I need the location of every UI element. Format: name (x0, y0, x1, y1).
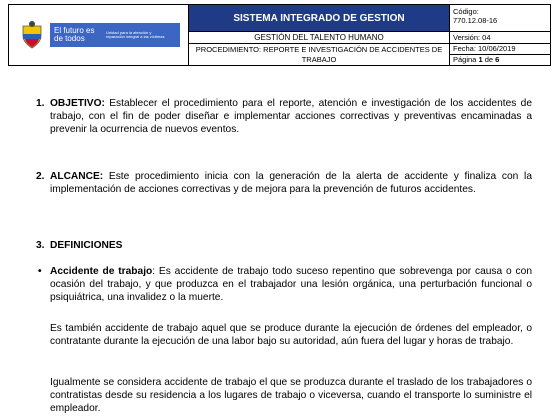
definition-accidente-trabajo (36, 265, 532, 305)
page-cell (450, 54, 550, 65)
page-total: 6 (495, 55, 500, 64)
version-cell: Versión: 04 (450, 31, 550, 43)
system-title: SISTEMA INTEGRADO DE GESTION (189, 5, 450, 31)
paragraph-text: Igualmente se considera accidente de trabajo el que se produzca durante el traslado de los trabajadores o contratistas desde su residencia a los lugares de trabajo o viceversa, cuando el transporte lo suministre el empleador. (50, 377, 532, 415)
section-number: 3. (36, 240, 45, 251)
institution-logo (50, 23, 180, 47)
section-text (50, 170, 532, 196)
code-cell (450, 5, 550, 31)
area-title: GESTIÓN DEL TALENTO HUMANO (189, 31, 450, 43)
code-label: Código: (453, 7, 479, 16)
section-text (50, 97, 532, 137)
section-title: OBJETIVO: (50, 98, 105, 109)
section-body: Este procedimiento inicia con la generación de la alerta de accidente y finaliza con la implementación de acciones correctivas y de mejora para la prevención de futuros accidentes. (50, 171, 532, 196)
definition-text (50, 265, 532, 305)
logo-main-text: El futuro es de todos (54, 26, 95, 43)
section-definiciones (36, 239, 532, 252)
section-number: 2. (36, 171, 45, 182)
page-current: 1 (478, 55, 483, 64)
section-objetivo (36, 97, 532, 137)
bullet-icon: • (38, 266, 42, 277)
logo-sub-text: Unidad para la atención y reparación integral a las víctimas (106, 29, 165, 39)
section-title: ALCANCE: (50, 171, 104, 182)
section-alcance (36, 170, 532, 196)
date-cell: Fecha: 10/06/2019 (450, 43, 550, 54)
code-value: 770.12.08-16 (453, 16, 498, 25)
page-prefix: Página (453, 55, 477, 64)
coat-of-arms-icon (19, 20, 45, 50)
definition-paragraph (36, 322, 532, 348)
section-body: Establecer el procedimiento para el reporte, atención e investigación de los accidentes de trabajo, con el fin de poder diseñar e implementar acciones correctivas y preventivas encaminadas a prevenir la ocurrencia de nuevos eventos. (50, 98, 532, 136)
logo-cell (9, 5, 189, 65)
section-title: DEFINICIONES (50, 240, 123, 251)
definition-paragraph (36, 376, 532, 416)
definition-term: Accidente de trabajo (50, 266, 153, 277)
definition-body: : Es accidente de trabajo todo suceso repentino que sobrevenga por causa o con ocasión del trabajo, y que produzca en el trabajador una lesión orgánica, una perturbación funcional o psiquiátrica, una invalidez o la muerte. (50, 266, 532, 304)
page-of: de (484, 55, 494, 64)
document-header (8, 4, 551, 66)
paragraph-text: Es también accidente de trabajo aquel que se produce durante la ejecución de órdenes del empleador, o contratante durante la ejecución de una labor bajo su autoridad, aún fuera del lugar y horas de trabajo. (50, 323, 532, 348)
procedure-title: PROCEDIMIENTO: REPORTE E INVESTIGACIÓN DE ACCIDENTES DE TRABAJO (189, 43, 450, 65)
section-number: 1. (36, 98, 45, 109)
